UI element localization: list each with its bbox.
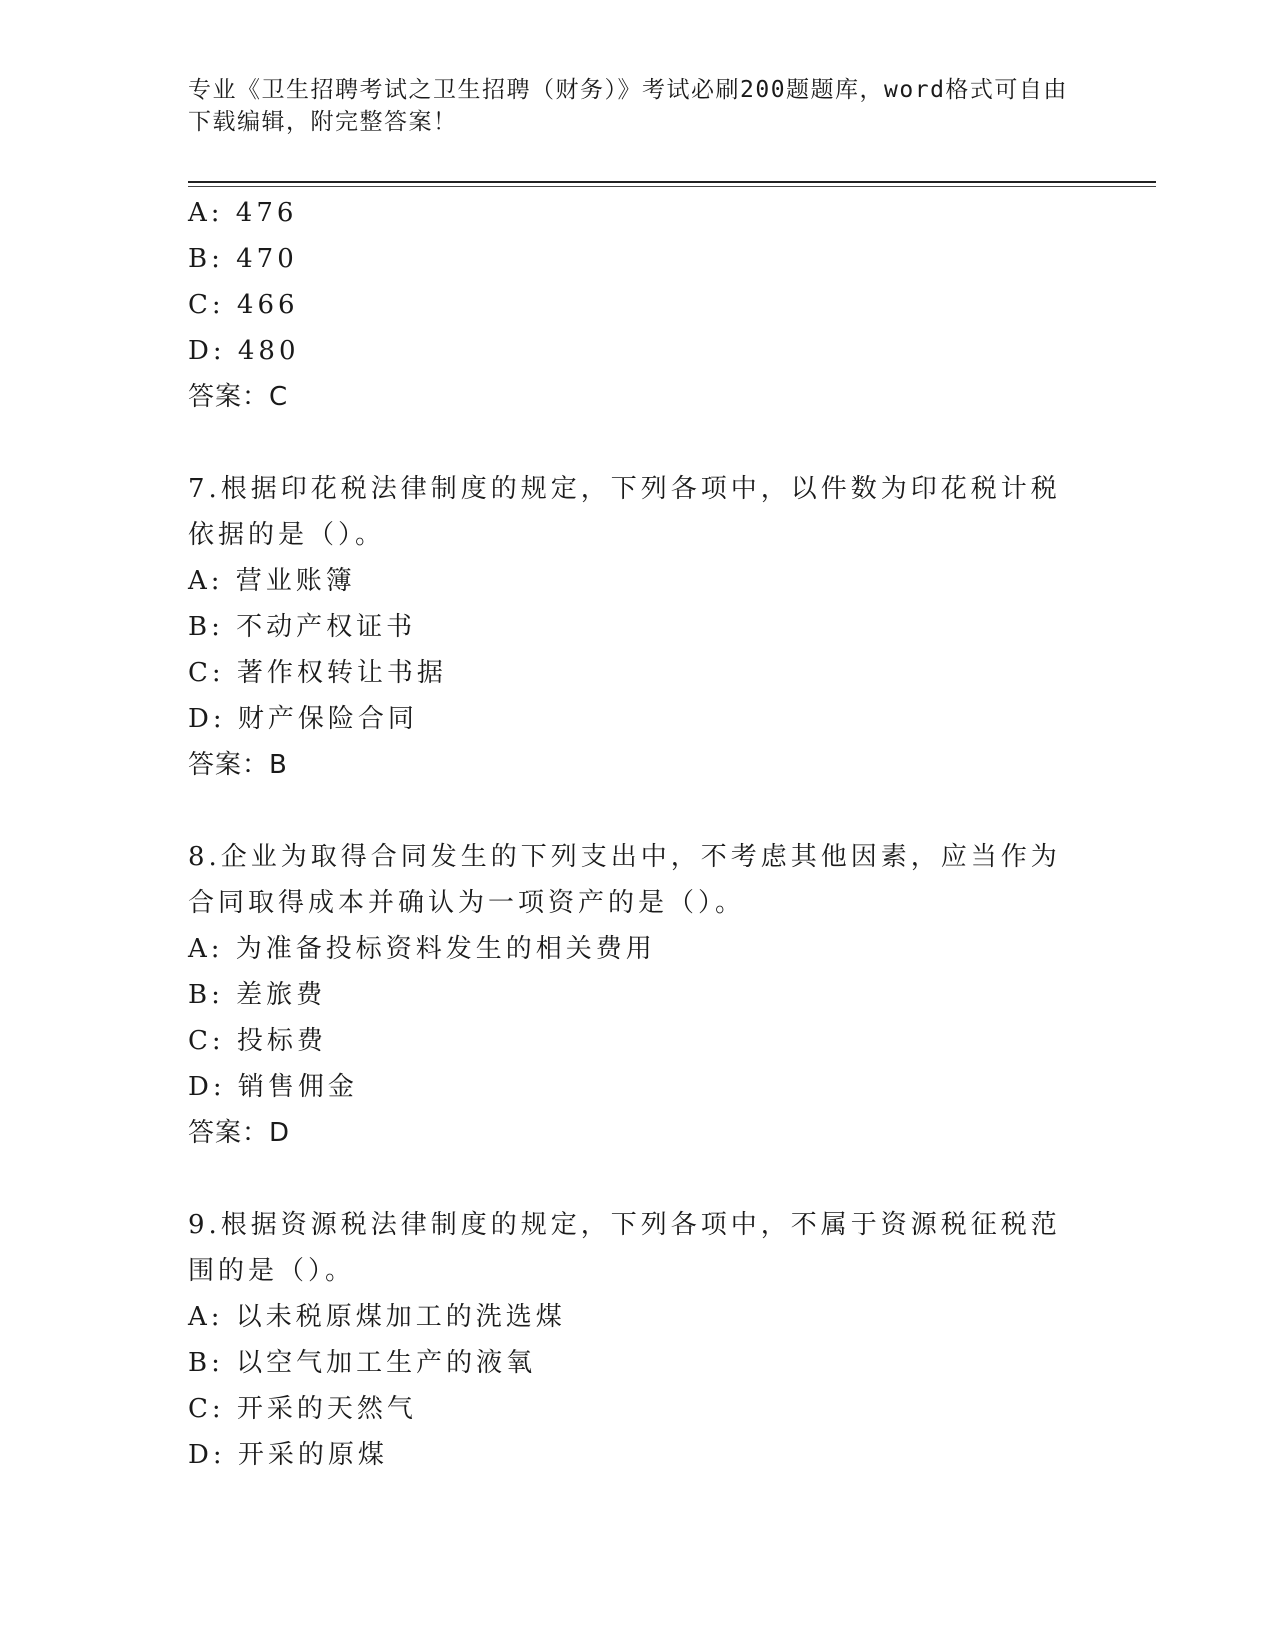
option-d: D: 开采的原煤	[188, 1440, 388, 1470]
answer: 答案：C	[188, 382, 289, 412]
option-c: C: 著作权转让书据	[188, 658, 447, 688]
header-rule-thick	[188, 181, 1156, 183]
option-c: C: 投标费	[188, 1026, 327, 1056]
question-text: 9.根据资源税法律制度的规定，下列各项中，不属于资源税征税范围的是（）。	[188, 1210, 1061, 1286]
document-header: 专业《卫生招聘考试之卫生招聘（财务）》考试必刷200题题库，word格式可自由下载编辑，附完整答案！	[188, 77, 1068, 135]
header-rule-thin	[188, 186, 1156, 187]
option-a: A: 476	[188, 198, 298, 228]
option-a: A: 营业账簿	[188, 566, 356, 596]
option-b: B: 差旅费	[188, 980, 327, 1010]
option-a: A: 以未税原煤加工的洗选煤	[188, 1302, 566, 1332]
question-text: 8.企业为取得合同发生的下列支出中，不考虑其他因素，应当作为合同取得成本并确认为一项资产的是（）。	[188, 842, 1061, 918]
spacer	[188, 788, 1068, 834]
option-d: D: 销售佣金	[188, 1072, 358, 1102]
option-b: B: 以空气加工生产的液氧	[188, 1348, 537, 1378]
option-d: D: 480	[188, 336, 300, 366]
spacer	[188, 420, 1068, 466]
option-d: D: 财产保险合同	[188, 704, 418, 734]
spacer	[188, 1156, 1068, 1202]
question-text: 7.根据印花税法律制度的规定，下列各项中，以件数为印花税计税依据的是（）。	[188, 474, 1061, 550]
question-9	[188, 1202, 1068, 1478]
option-c: C: 466	[188, 290, 299, 320]
option-c: C: 开采的天然气	[188, 1394, 417, 1424]
answer: 答案：B	[188, 750, 288, 780]
question-7	[188, 466, 1068, 788]
question-8	[188, 834, 1068, 1156]
answer: 答案：D	[188, 1118, 291, 1148]
question-list	[188, 190, 1068, 1478]
option-a: A: 为准备投标资料发生的相关费用	[188, 934, 656, 964]
option-b: B: 470	[188, 244, 298, 274]
option-b: B: 不动产权证书	[188, 612, 417, 642]
question-6	[188, 190, 1068, 420]
